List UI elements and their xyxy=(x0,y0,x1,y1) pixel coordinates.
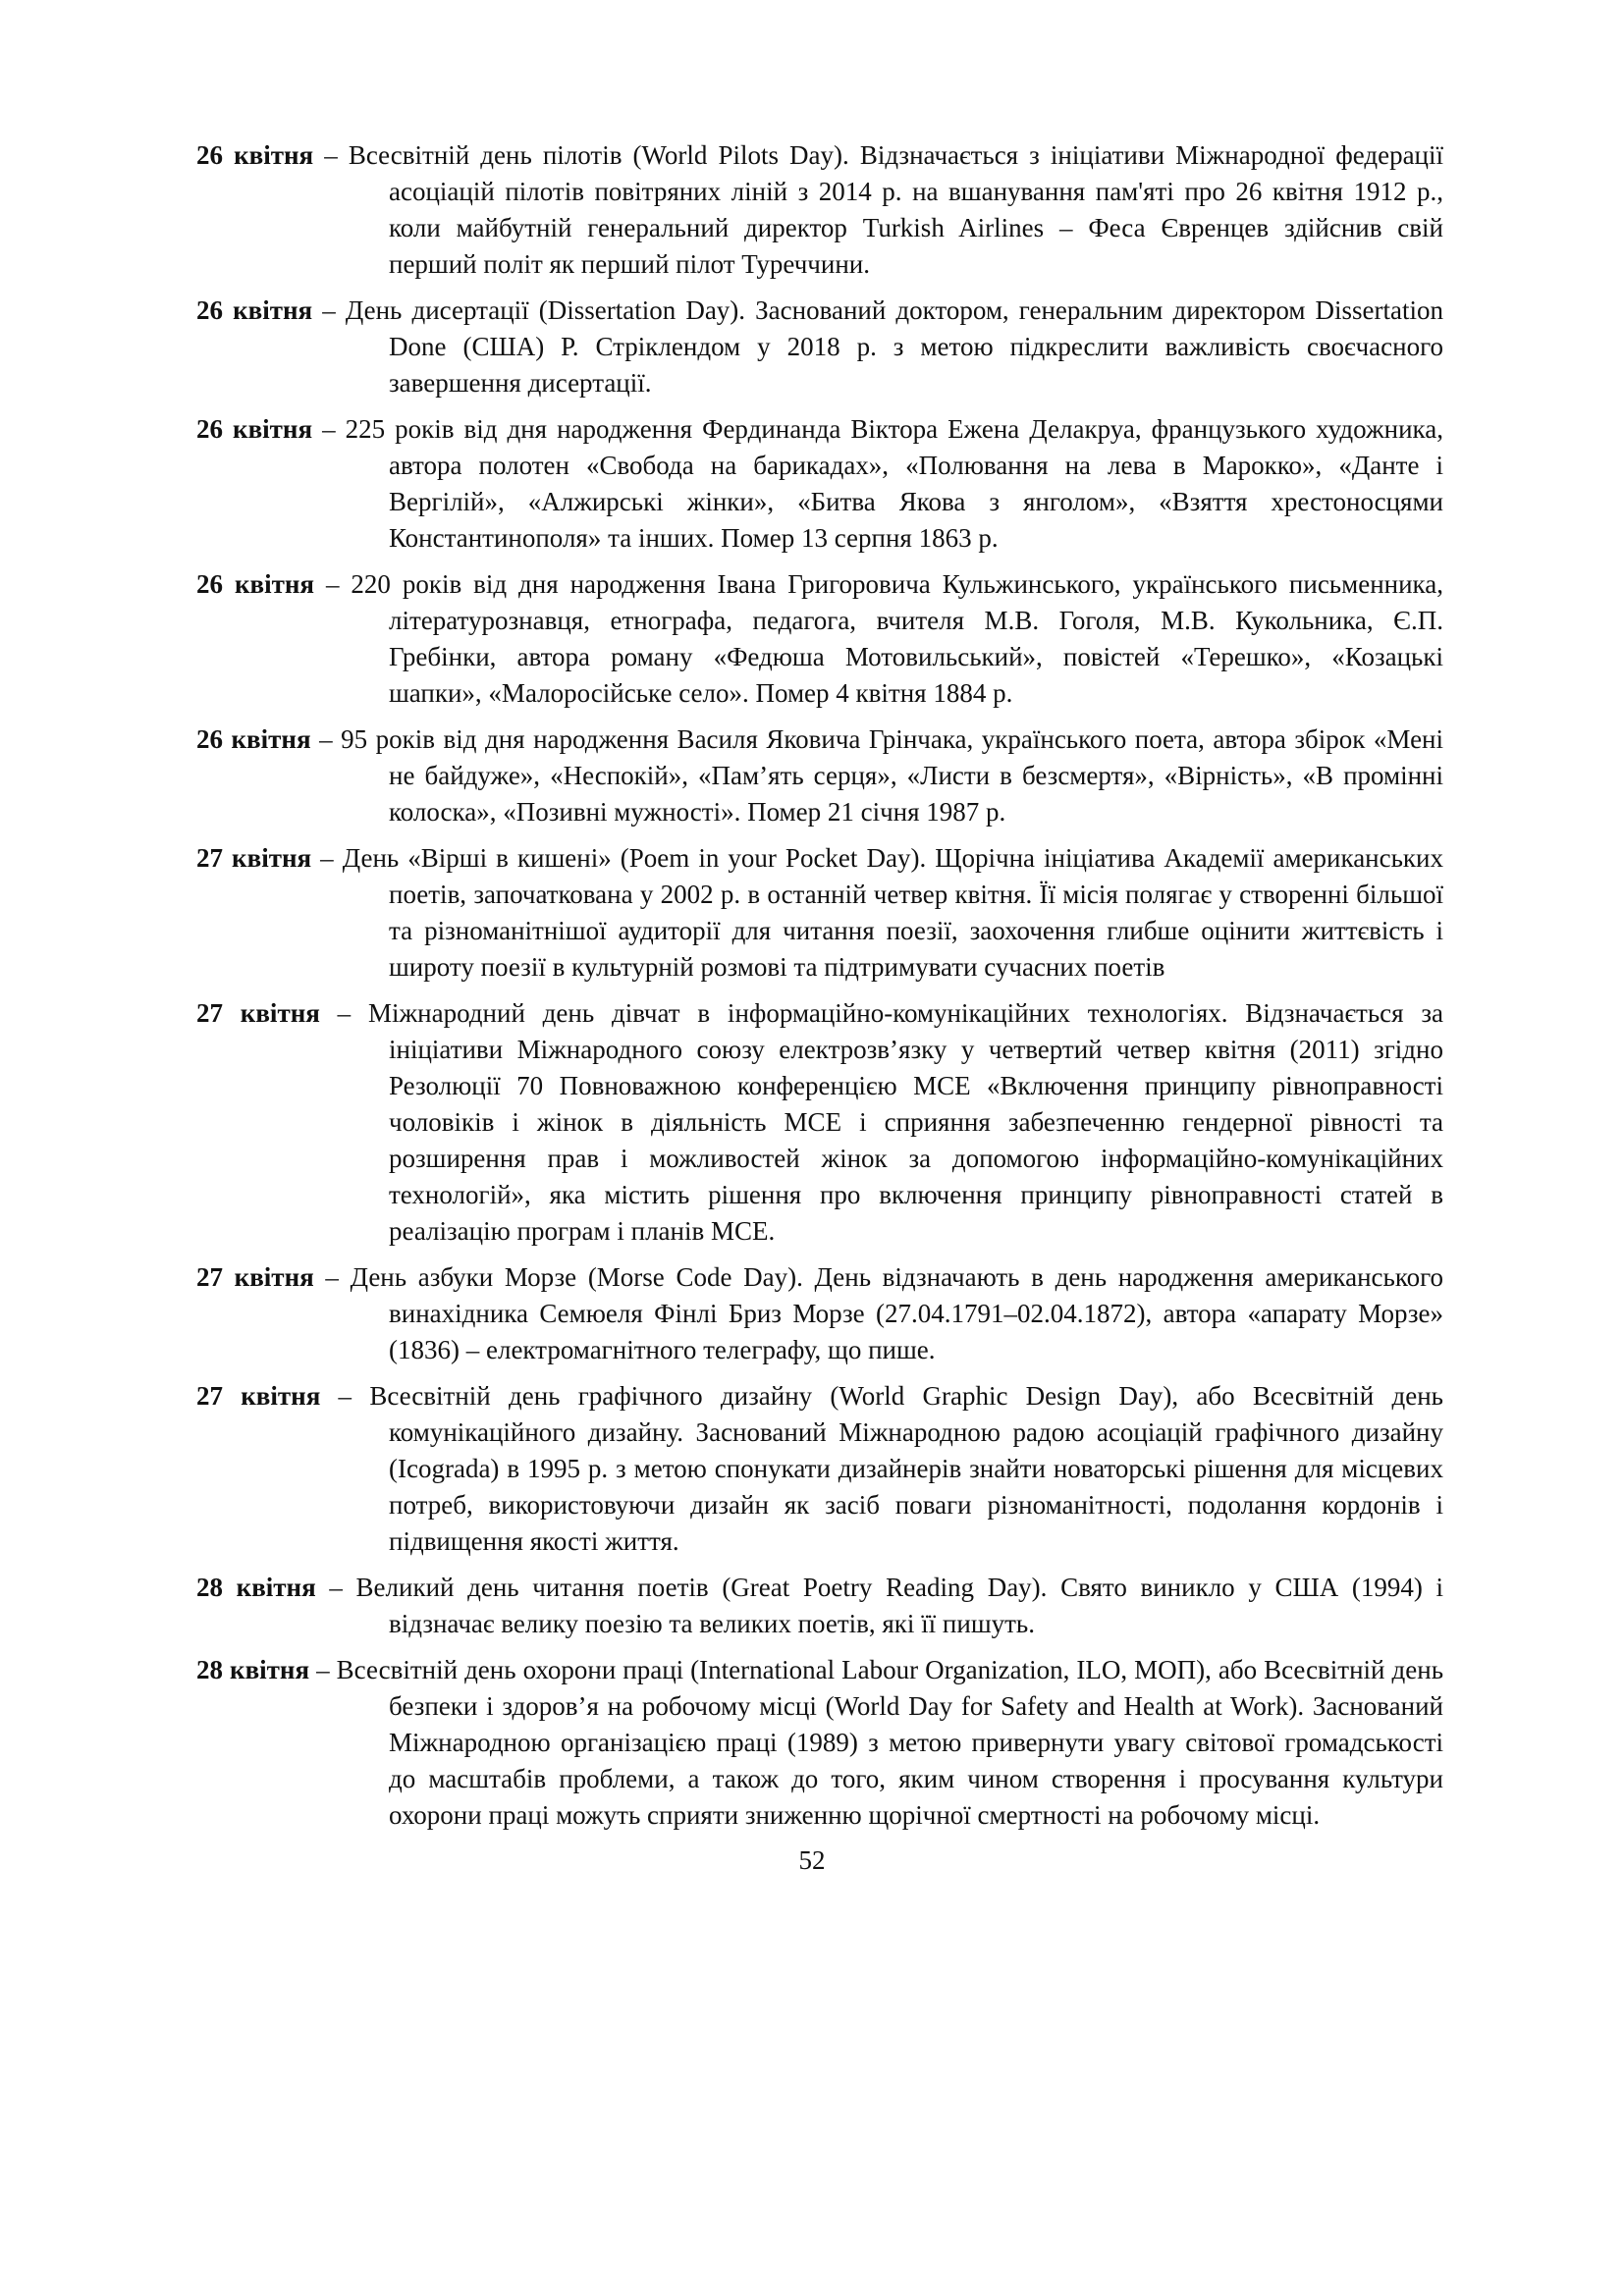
entry-text: Всесвітній день графічного дизайну (World Graphic Design Day), або Всесвітній день комунікаційного дизайну. Заснований Міжнародною радою асоціацій графічного дизайну (Icograda) в 1995 р. з метою спонукати дизайнерів знайти новаторські рішення для місцевих потреб, використовуючи дизайн як засіб поваги різноманітності, подолання кордонів і підвищення якості життя. xyxy=(369,1381,1443,1556)
entry-list xyxy=(196,137,1443,1843)
list-item xyxy=(196,566,1443,712)
page-number: 52 xyxy=(798,1845,826,1875)
entry-separator: – xyxy=(314,569,352,599)
list-item xyxy=(196,840,1443,986)
entry-text: День «Вірші в кишені» (Poem in your Pocket Day). Щорічна ініціатива Академії американських поетів, започаткована у 2002 р. в останній четвер квітня. Її місія полягає у створенні більшої та різноманітнішої аудиторії для читання поезії, заохочення глибше оцінити життєвість і широту поезії в культурній розмові та підтримувати сучасних поетів xyxy=(342,843,1443,982)
entry-separator: – xyxy=(311,843,343,873)
entry-text: День азбуки Морзе (Morse Code Day). День відзначають в день народження американського винахідника Семюеля Фінлі Бриз Морзе (27.04.1791–02.04.1872), автора «апарату Морзе» (1836) – електромагнітного телеграфу, що пише. xyxy=(350,1262,1443,1364)
entry-text: Всесвітній день охорони праці (International Labour Organization, ILO, МОП), або Всесвітній день безпеки і здоров’я на робочому місці (World Day for Safety and Health at Work). Заснований Міжнародною організацією праці (1989) з метою привернути увагу світової громадськості до масштабів проблеми, а також до того, яким чином створення і просування культури охорони праці можуть сприяти зниженню щорічної смертності на робочому місці. xyxy=(336,1655,1444,1830)
entry-separator: – xyxy=(312,414,346,444)
entry-separator: – xyxy=(320,1381,370,1411)
entry-date: 28 квітня xyxy=(196,1573,316,1602)
entry-date: 27 квітня xyxy=(196,843,312,873)
list-item xyxy=(196,1259,1443,1368)
entry-date: 26 квітня xyxy=(196,569,315,599)
list-item xyxy=(196,293,1443,401)
entry-date: 28 квітня xyxy=(196,1655,310,1684)
entry-date: 26 квітня xyxy=(196,295,313,325)
entry-date: 26 квітня xyxy=(196,724,311,754)
entry-separator: – xyxy=(310,724,342,754)
entry-date: 26 квітня xyxy=(196,140,314,170)
entry-text: Міжнародний день дівчат в інформаційно-комунікаційних технологіях. Відзначається за ініціативи Міжнародного союзу електрозв’язку у четвертий четвер квітня (2011) згідно Резолюції 70 Повноважною конференцією МСЕ «Включення принципу рівноправності чоловіків і жінок в діяльність МСЕ і сприяння забезпеченню гендерної рівності та розширення прав і можливостей жінок за допомогою інформаційно-комунікаційних технологій», яка містить рішення про включення принципу рівноправності статей в реалізацію програм і планів МСЕ. xyxy=(367,998,1444,1246)
entry-text: 220 років від дня народження Івана Григоровича Кульжинського, українського письменника, літературознавця, етнографа, педагога, вчителя М.В. Гоголя, М.В. Кукольника, Є.П. Гребінки, автора роману «Федюша Мотовильський», повістей «Терешко», «Козацькі шапки», «Малоросійське село». Помер 4 квітня 1884 р. xyxy=(351,569,1443,708)
entry-text: Великий день читання поетів (Great Poetry Reading Day). Свято виникло у США (1994) і відзначає велику поезію та великих поетів, які її пишуть. xyxy=(355,1573,1443,1638)
list-item xyxy=(196,137,1443,283)
entry-date: 27 квітня xyxy=(196,1262,314,1292)
entry-separator: – xyxy=(319,998,368,1028)
entry-separator: – xyxy=(315,1573,356,1602)
entry-date: 27 квітня xyxy=(196,1381,321,1411)
entry-separator: – xyxy=(312,295,346,325)
entry-date: 26 квітня xyxy=(196,414,313,444)
list-item xyxy=(196,721,1443,830)
list-item xyxy=(196,411,1443,557)
entry-text: Всесвітній день пілотів (World Pilots Day). Відзначається з ініціативи Міжнародної федерації асоціацій пілотів повітряних ліній з 2014 р. на вшанування пам'яті про 26 квітня 1912 р., коли майбутній генеральний директор Turkish Airlines – Феса Євренцев здійснив свій перший політ як перший пілот Туреччини. xyxy=(348,140,1444,279)
entry-text: 95 років від дня народження Василя Яковича Грінчака, українського поета, автора збірок «Мені не байдуже», «Неспокій», «Пам’ять серця», «Листи в безсмертя», «Вірність», «В промінні колоска», «Позивні мужності». Помер 21 січня 1987 р. xyxy=(341,724,1444,827)
list-item xyxy=(196,1570,1443,1642)
entry-separator: – xyxy=(313,1262,351,1292)
list-item xyxy=(196,1652,1443,1834)
list-item xyxy=(196,995,1443,1250)
entry-text: 225 років від дня народження Фердинанда Віктора Ежена Делакруа, французького художника, автора полотен «Свобода на барикадах», «Полювання на лева в Марокко», «Данте і Вергілій», «Алжирські жінки», «Битва Якова з янголом», «Взяття хрестоносцями Константинополя» та інших. Помер 13 серпня 1863 р. xyxy=(345,414,1443,553)
entry-separator: – xyxy=(313,140,349,170)
entry-separator: – xyxy=(309,1655,337,1684)
entry-date: 27 квітня xyxy=(196,998,320,1028)
list-item xyxy=(196,1378,1443,1560)
entry-text: День дисертації (Dissertation Day). Заснований доктором, генеральним директором Dissertation Done (США) Р. Стріклендом у 2018 р. з метою підкреслити важливість своєчасного завершення дисертації. xyxy=(345,295,1444,398)
